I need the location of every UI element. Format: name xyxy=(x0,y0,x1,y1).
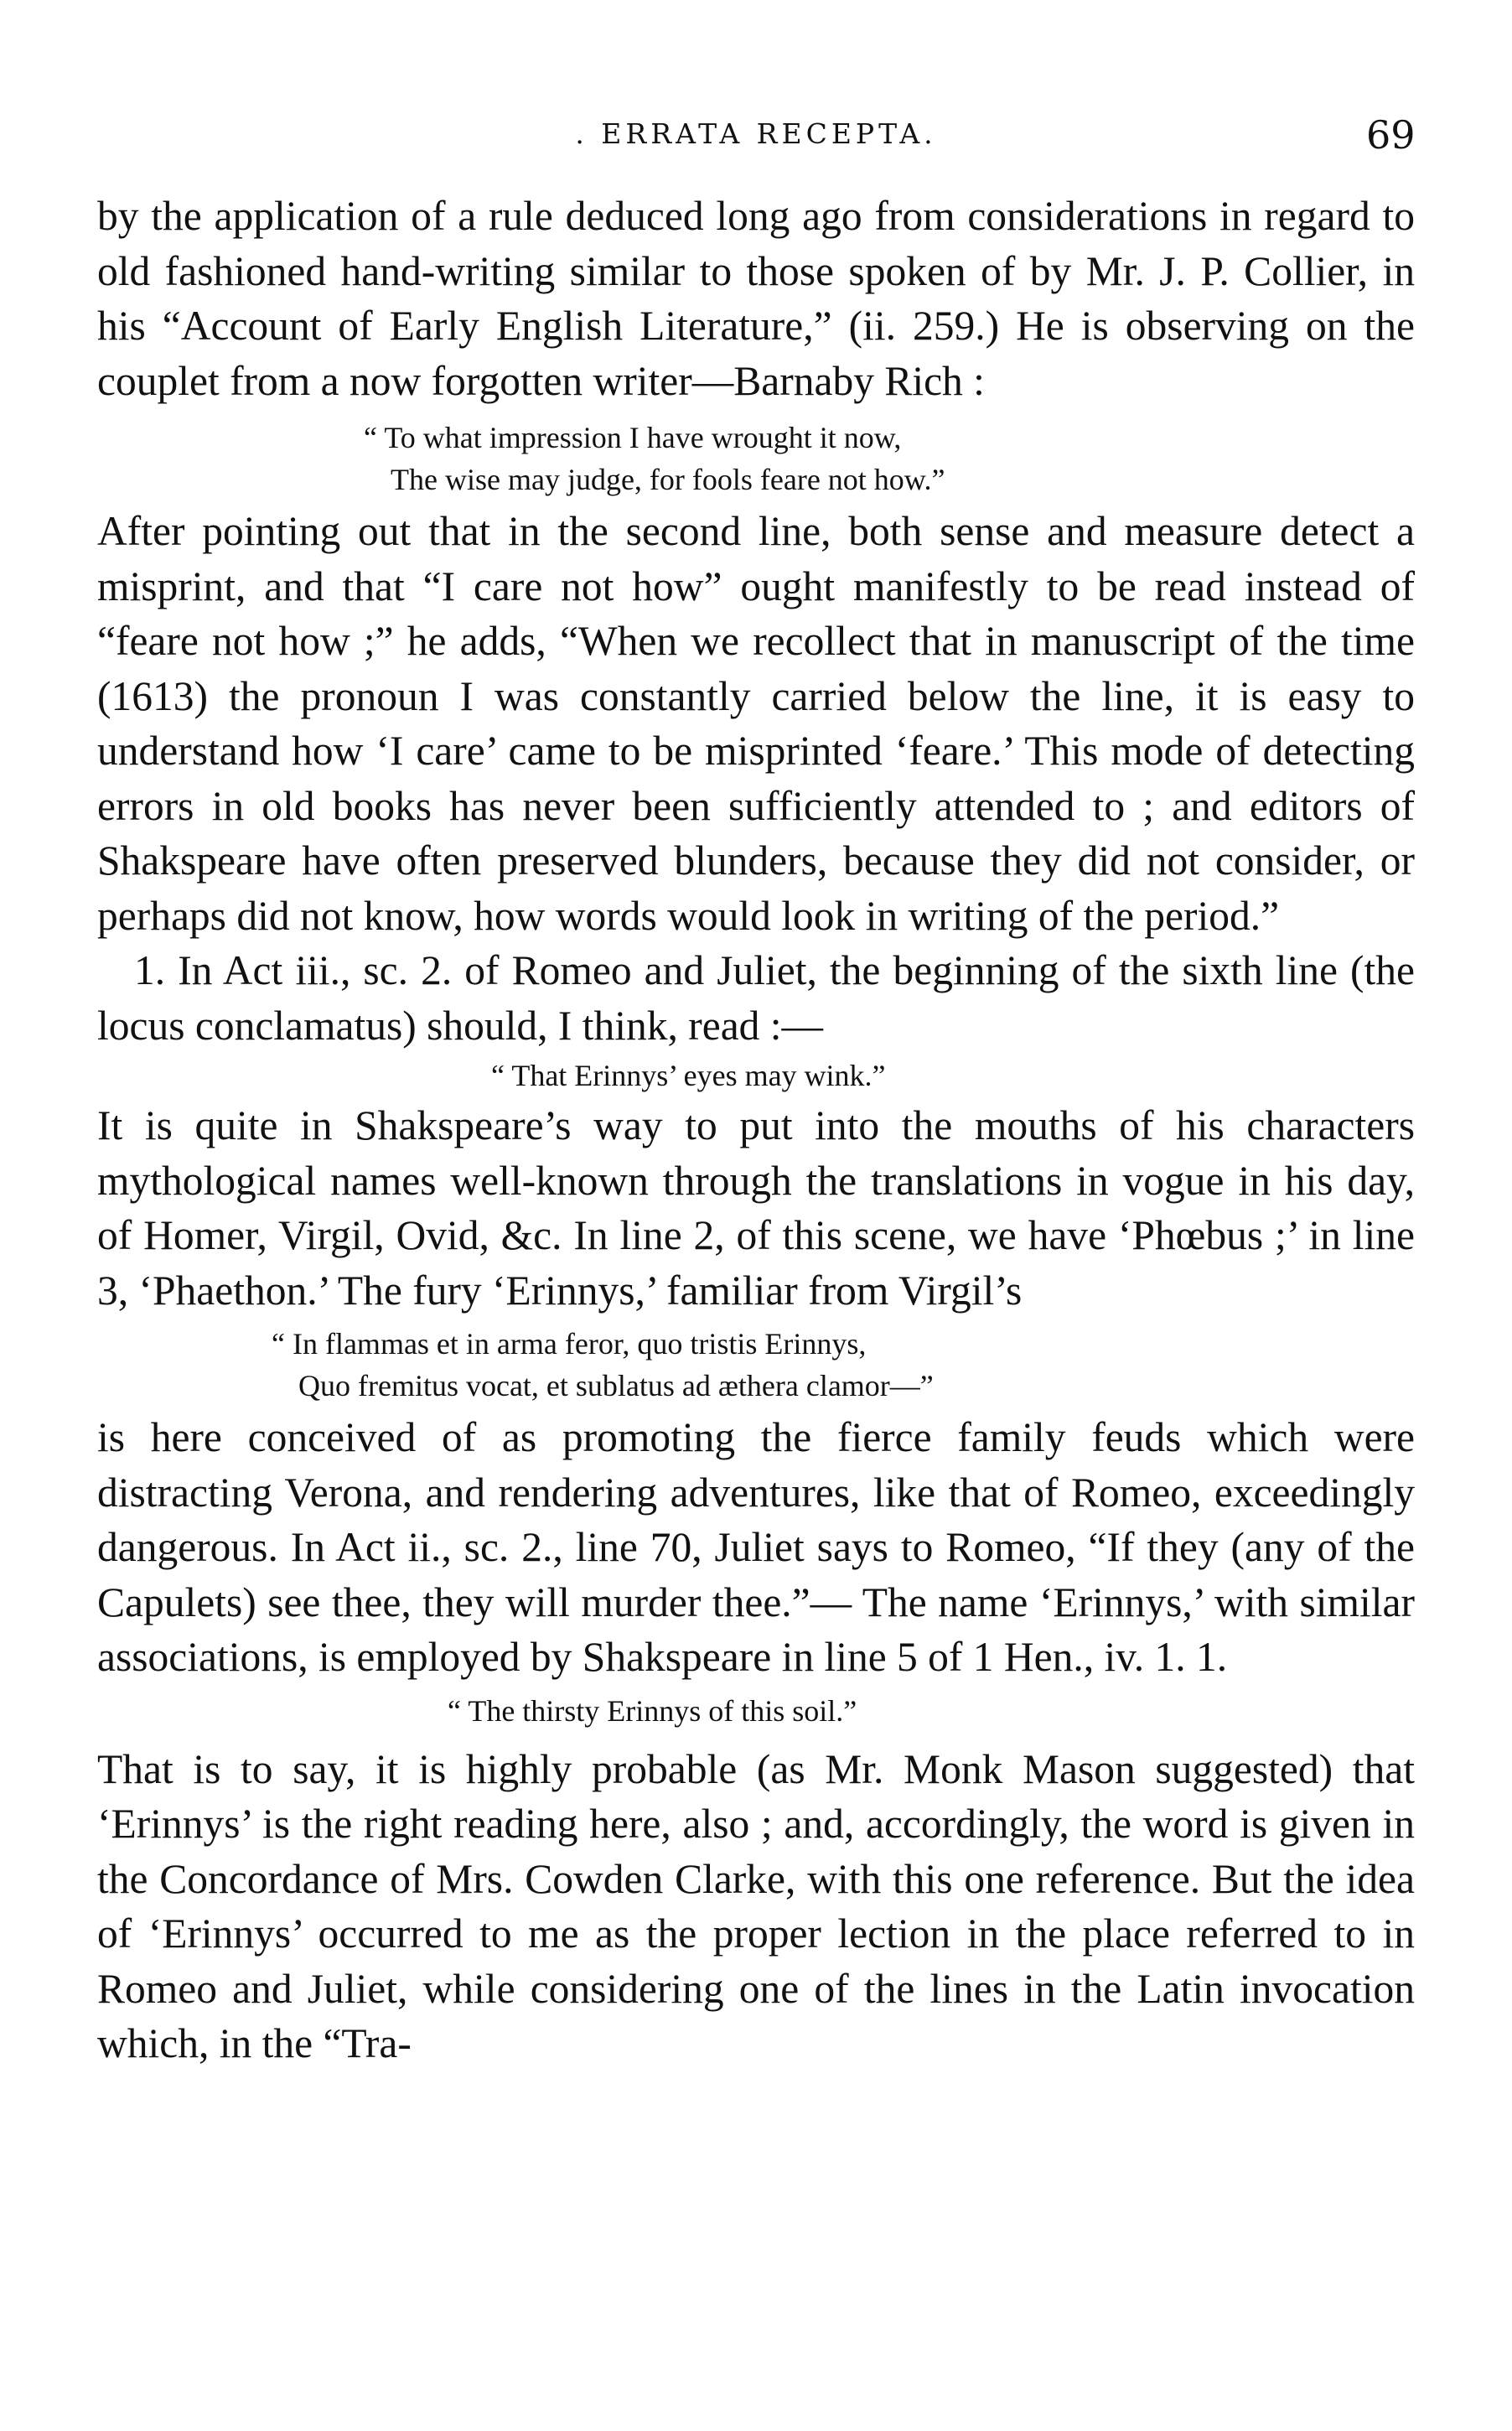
running-title: . ERRATA RECEPTA. xyxy=(575,117,937,150)
quote-erinnys-eyes xyxy=(97,1055,1415,1096)
body-text xyxy=(97,189,1415,2071)
verse-line: “ The thirsty Erinnys of this soil.” xyxy=(448,1693,857,1728)
page-number: 69 xyxy=(1366,112,1416,158)
verse-line: The wise may judge, for fools feare not how.” xyxy=(391,463,945,496)
paragraph-2: After pointing out that in the second line, both sense and measure detect a misprint, and that “I care not how” ought manifestly to be read instead of “feare not how ;” he adds, “When we recollect that in manuscript of the time (1613) the pronoun I was constantly carried below the line, it is easy to understand how ‘I care’ came to be misprinted ‘feare.’ This mode of detecting errors in old books has never been sufficiently attended to ; and editors of Shakspeare have often preserved blunders, because they did not consider, or perhaps did not know, how words would look in writing of the period.” xyxy=(97,508,1415,939)
verse-line: “ In flammas et in arma feror, quo tristis Erinnys, xyxy=(272,1327,867,1361)
paragraph-4: It is quite in Shakspeare’s way to put into the mouths of his characters mythological names well-known through the translations in vogue in his day, of Homer, Virgil, Ovid, &c. In line 2, of this scene, we have ‘Phœbus ;’ in line 3, ‘Phaethon.’ The fury ‘Erinnys,’ familiar from Virgil’s xyxy=(97,1102,1415,1314)
paragraph-5: is here conceived of as promoting the fierce family feuds which were distracting Verona, and rendering adventures, like that of Romeo, exceedingly dangerous. In Act ii., sc. 2., line 70, Juliet says to Romeo, “If they (any of the Capulets) see thee, they will murder thee.”— The name ‘Erinnys,’ with similar associations, is employed by Shakspeare in line 5 of 1 Hen., iv. 1. 1. xyxy=(97,1414,1415,1680)
quote-virgil xyxy=(97,1323,1415,1407)
page-header xyxy=(0,112,1512,168)
verse-line: Quo fremitus vocat, et sublatus ad æthera clamor—” xyxy=(298,1369,934,1402)
quote-henry xyxy=(97,1690,1415,1732)
paragraph-1: by the application of a rule deduced long ago from considerations in regard to old fashioned hand-writing similar to those spoken of by Mr. J. P. Collier, in his “Account of Early English Literature,” (ii. 259.) He is observing on the couplet from a now forgotten writer—Barnaby Rich : xyxy=(97,193,1415,404)
quote-barnaby-rich xyxy=(97,417,1415,500)
paragraph-3: 1. In Act iii., sc. 2. of Romeo and Juliet, the beginning of the sixth line (the locus conclamatus) should, I think, read :— xyxy=(97,947,1415,1049)
verse-line: “ To what impression I have wrought it now, xyxy=(364,421,902,454)
paragraph-6: That is to say, it is highly probable (as Mr. Monk Mason suggested) that ‘Erinnys’ is the right reading here, also ; and, accordingly, the word is given in the Concordance of Mrs. Cowden Clarke, with this one reference. But the idea of ‘Erinnys’ occurred to me as the proper lection in the place referred to in Romeo and Juliet, while considering one of the lines in the Latin invocation which, in the “Tra- xyxy=(97,1745,1415,2066)
verse-line: “ That Erinnys’ eyes may wink.” xyxy=(491,1059,886,1092)
